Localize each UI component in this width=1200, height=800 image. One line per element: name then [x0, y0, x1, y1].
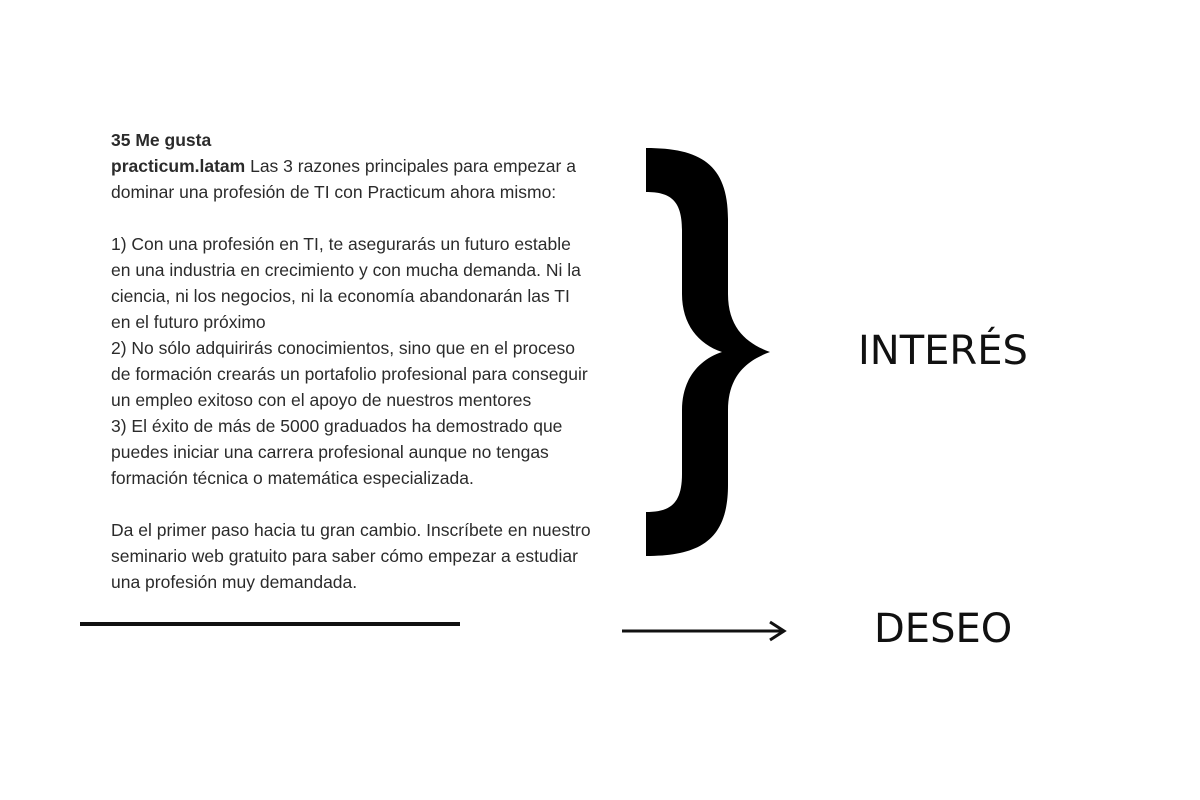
curly-brace-icon — [640, 144, 780, 564]
caption-intro — [111, 153, 591, 205]
intro-text: Las 3 razones principales para empezar a dominar una profesión de TI con Practicum ahora mismo: — [111, 156, 576, 202]
reason-1: 1) Con una profesión en TI, te asegurarás un futuro estable en una industria en crecimiento y con mucha demanda. Ni la ciencia, ni los negocios, ni la economía abandonarán las TI en el futuro próximo — [111, 234, 581, 332]
username: practicum.latam — [111, 156, 246, 176]
reason-3: 3) El éxito de más de 5000 graduados ha demostrado que puedes iniciar una carrera profesional aunque no tengas formación técnica o matemática especializada. — [111, 416, 563, 488]
label-deseo: DESEO — [874, 606, 1013, 652]
label-interes: INTERÉS — [858, 328, 1028, 374]
paragraph-gap — [111, 491, 591, 517]
reason-2: 2) No sólo adquirirás conocimientos, sino que en el proceso de formación crearás un portafolio profesional para conseguir un empleo exitoso con el apoyo de nuestros mentores — [111, 338, 588, 410]
call-to-action: Da el primer paso hacia tu gran cambio. Inscríbete en nuestro seminario web gratuito para saber cómo empezar a estudiar una profesión muy demandada. — [111, 520, 591, 592]
paragraph-gap — [111, 205, 591, 231]
arrow-right-icon — [620, 618, 790, 644]
post-caption — [111, 127, 591, 595]
likes-count: 35 Me gusta — [111, 130, 212, 150]
cta-underline — [80, 622, 460, 626]
